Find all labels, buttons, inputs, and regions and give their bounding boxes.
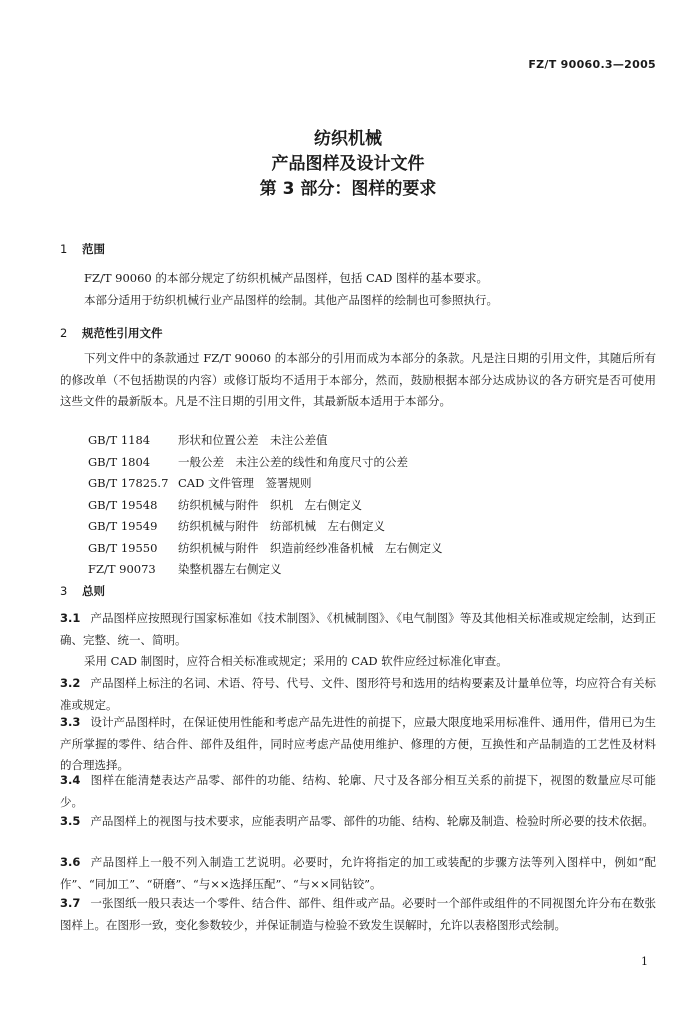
- reference-title: 纺织机械与附件 织造前经纱准备机械 左右侧定义: [178, 540, 443, 555]
- reference-item: [88, 473, 443, 495]
- reference-code: GB/T 1804: [88, 454, 151, 469]
- clause-text: 产品图样应按照现行国家标准如《技术制图》、《机械制图》、《电气制图》等及其他相关标准或规定绘制，达到正确、完整、统一、简明。: [60, 611, 656, 647]
- reference-title: 染整机器左右侧定义: [178, 562, 282, 576]
- reference-code: FZ/T 90073: [88, 562, 156, 576]
- clause-number: 3.5: [60, 814, 81, 828]
- clause-3-4: [60, 770, 656, 813]
- reference-code: GB/T 1184: [88, 433, 151, 447]
- reference-title: 一般公差 未注公差的线性和角度尺寸的公差: [178, 454, 408, 469]
- reference-item: [88, 495, 443, 517]
- section-number: 1: [60, 242, 68, 256]
- section-heading-general: [60, 583, 105, 599]
- clause-3-3: [60, 712, 656, 777]
- clause-text: 设计产品图样时，在保证使用性能和考虑产品先进性的前提下，应最大限度地采用标准件、通用件，借用已为生产所掌握的零件、结合件、部件及组件，同时应考虑产品使用维护、修理的方便，互换性和产品制造的工艺性及材料的合理选择。: [60, 715, 656, 772]
- section-title: 总则: [82, 584, 105, 598]
- clause-number: 3.2: [60, 676, 81, 690]
- section-heading-scope: [60, 241, 105, 257]
- clause-text: 产品图样上一般不列入制造工艺说明。必要时，允许将指定的加工或装配的步骤方法等列入图样中，例如“配作”、“同加工”、“研磨”、“与××选择压配”、“与××同钻铰”。: [60, 855, 656, 891]
- reference-code: GB/T 19548: [88, 497, 158, 512]
- clause-3-1-cad-note: 采用 CAD 制图时，应符合相关标准或规定；采用的 CAD 软件应经过标准化审查。: [84, 654, 508, 668]
- reference-item: [88, 430, 443, 452]
- clause-text: 图样在能清楚表达产品零、部件的功能、结构、轮廓、尺寸及各部分相互关系的前提下，视图的数量应尽可能少。: [60, 773, 656, 809]
- section-heading-normative-references: [60, 325, 163, 341]
- clause-text: 一张图纸一般只表达一个零件、结合件、部件、组件或产品。必要时一个部件或组件的不同视图允许分布在数张图样上。在图形一致，变化参数较少，并保证制造与检验不致发生误解时，允许以表格图形式绘制。: [60, 896, 656, 932]
- reference-title: 形状和位置公差 未注公差值: [178, 433, 328, 447]
- clause-3-7: [60, 893, 656, 936]
- standard-code: FZ/T 90060.3—2005: [528, 58, 656, 71]
- scope-paragraph-1: FZ/T 90060 的本部分规定了纺织机械产品图样，包括 CAD 图样的基本要求。: [84, 271, 489, 285]
- clause-text: 产品图样上标注的名词、术语、符号、代号、文件、图形符号和选用的结构要素及计量单位等，均应符合有关标准或规定。: [60, 676, 656, 712]
- clause-number: 3.6: [60, 855, 81, 869]
- document-title: [0, 127, 696, 202]
- reference-title: CAD 文件管理 签署规则: [178, 476, 312, 490]
- clause-number: 3.1: [60, 611, 81, 625]
- reference-item: [88, 516, 443, 538]
- normative-paragraph: 下列文件中的条款通过 FZ/T 90060 的本部分的引用而成为本部分的条款。凡是注日期的引用文件，其随后所有的修改单（不包括勘误的内容）或修订版均不适用于本部分，然而，鼓励根据本部分达成协议的各方研究是否可使用这些文件的最新版本。凡是不注日期的引用文件，其最新版本适用于本部分。: [60, 351, 656, 408]
- reference-item: [88, 538, 443, 560]
- clause-3-6: [60, 852, 656, 895]
- title-line-1: 纺织机械: [314, 129, 382, 149]
- section-title: 范围: [82, 242, 105, 256]
- clause-number: 3.4: [60, 773, 81, 787]
- scope-paragraph-2: 本部分适用于纺织机械行业产品图样的绘制。其他产品图样的绘制也可参照执行。: [84, 293, 498, 307]
- reference-code: GB/T 17825.7: [88, 476, 169, 490]
- section-title: 规范性引用文件: [82, 326, 163, 340]
- clause-3-1: [60, 608, 656, 651]
- clause-3-5: [60, 811, 656, 833]
- title-line-2: 产品图样及设计文件: [271, 154, 425, 174]
- reference-list: [88, 430, 443, 581]
- clause-3-2: [60, 673, 656, 716]
- section-number: 2: [60, 326, 68, 340]
- reference-code: GB/T 19550: [88, 540, 158, 555]
- page-number: 1: [641, 955, 648, 968]
- clause-number: 3.3: [60, 715, 81, 729]
- reference-item: [88, 452, 443, 474]
- clause-number: 3.7: [60, 896, 81, 910]
- title-line-3: 第 3 部分：图样的要求: [259, 179, 437, 199]
- reference-item: [88, 559, 443, 581]
- section-number: 3: [60, 584, 68, 598]
- reference-title: 纺织机械与附件 纺部机械 左右侧定义: [178, 519, 385, 533]
- clause-text: 产品图样上的视图与技术要求，应能表明产品零、部件的功能、结构、轮廓及制造、检验时所必要的技术依据。: [90, 814, 654, 828]
- reference-code: GB/T 19549: [88, 519, 158, 533]
- reference-title: 纺织机械与附件 织机 左右侧定义: [178, 497, 362, 512]
